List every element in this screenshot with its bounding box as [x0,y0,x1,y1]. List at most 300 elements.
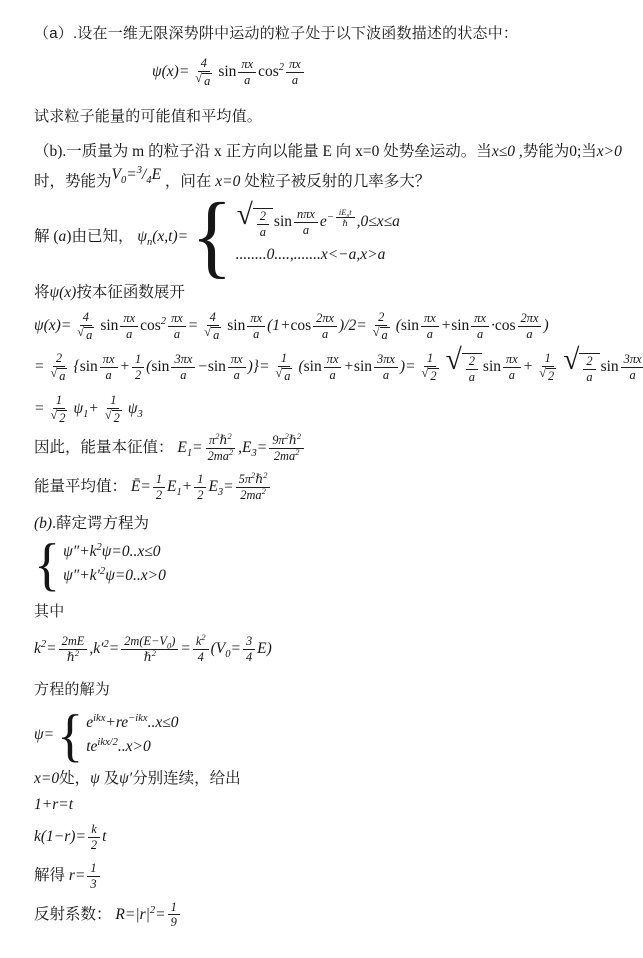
superscript: ikx/2 [97,736,118,748]
numerator: 2πx [518,311,542,327]
numerator: 1 [424,351,436,367]
doc-line-19 [34,766,637,788]
superscript: 2 [151,647,156,658]
upright-text: 因此，能量本征值： [34,439,178,457]
fraction [200,310,225,343]
fraction [243,634,255,665]
numerator: πx [324,352,342,368]
fraction [121,634,178,665]
denominator: 3 [90,876,97,891]
upright-text: 能量平均值： [34,478,131,496]
fraction [503,352,521,383]
upright-text: 时，势能为 [34,172,112,190]
superscript: 2 [99,565,106,577]
denominator: a [259,225,266,240]
subscript: 1 [176,487,182,499]
curly-brace: { [191,182,233,287]
numerator: 2 [375,310,387,326]
superscript: 2 [103,638,109,650]
case-row-2: $te^{ikx/2}..x>0$ [86,736,151,755]
formula: 解得 r= $\frac{1}{3}$ [34,861,102,892]
denominator [46,409,71,426]
upright-text: 分别连续，给出 [132,770,241,788]
piecewise-block [34,531,166,597]
formula: k(1−r)= $\frac{k}{2}$ t [34,822,107,852]
radical-sign-icon: √ [421,365,429,380]
fraction [418,351,443,384]
cases-prefix: ψ= [34,725,55,743]
denominator: ℏ$^2$ [143,647,156,664]
doc-line-15 [34,600,637,621]
upright-text: sin [218,62,237,80]
case-row-2: ........0....,.......x<−a,x>a [235,245,386,263]
fraction [257,209,269,240]
numerator: 3πx [374,352,398,368]
upright-text: 解 ( [34,228,59,246]
radical-sign-icon: √ [50,365,58,380]
fraction [153,472,165,503]
radicand [579,353,599,385]
doc-line-16 [34,631,637,665]
upright-text: sin [451,317,470,335]
numerator: 2πx [313,311,337,327]
denominator: a [105,367,112,382]
upright-text: sin [353,357,373,375]
upright-text: cos [290,317,312,335]
piecewise-block [191,182,400,287]
denominator [191,72,216,89]
square-root [50,365,67,384]
superscript: 2 [278,61,285,73]
denominator [271,367,296,384]
upright-text: sin [273,213,293,231]
radicand: a [284,368,291,383]
fraction [421,311,439,342]
subscript: 0 [167,640,172,651]
fraction [294,207,318,238]
denominator: a [180,367,187,382]
curly-brace: { [34,531,61,597]
fraction [193,631,209,665]
denominator: ℏ$^2$ [66,647,80,664]
text-run: 试求粒子能量的可能值和平均值。 [34,107,263,125]
fraction [205,433,237,464]
denominator: a [244,72,251,87]
fraction [228,352,246,383]
denominator: a [382,367,390,382]
denominator: $2ma^2$ [273,447,300,464]
superscript: 2 [284,431,289,442]
fraction [100,352,118,383]
superscript: 2 [228,447,234,458]
formula: = 2 √ a {sin $\frac{\pi x}{a}$ + $\frac{1}{2}$ (sin $\frac{3\pi x}{a}$ −sin $\frac{\pi x}{a}$ )}= 1 √ a (sin $\frac{\pi x}{a}$ +sin $\frac{3\pi x}{a}$ )= 1 √ 2 √ $\frac{2}{a}$ sin $\frac{\pi x}{a}$ + 1 √ 2 √ $\frac{2}{a}$ sin $\frac{3\pi x}{a}$ [34,351,643,385]
numerator: 4 [198,56,210,72]
fraction [583,354,595,385]
doc-line-6 [34,182,637,287]
doc-line-21 [34,822,637,853]
upright-text: sin [79,357,98,375]
square-root [539,365,556,384]
denominator: 2 [197,488,204,502]
denominator: 9 [170,915,177,930]
superscript: 2 [227,431,232,442]
fraction [271,351,296,384]
numerator: πx [168,311,186,327]
doc-line-12 [34,472,637,503]
upright-text: cos [258,62,279,80]
numerator: 3 [243,634,255,650]
numerator: $iE_nt$ [336,207,355,218]
superscript: 2 [149,904,156,916]
denominator: 2 [155,488,163,502]
superscript: −ikx [128,712,148,724]
doc-line-1 [34,22,637,43]
subscript: 3 [251,448,257,460]
upright-text: 反射系数： [34,905,116,923]
numerator: πx [228,352,246,368]
numerator: πx [247,311,265,327]
cases-prefix: 解 (a)由已知， $\psi_n(x,t)=$ [34,228,189,249]
superscript: 2 [295,447,300,458]
upright-text: 处， [59,770,91,788]
formula: x=0处，ψ 及ψ′分别连续，给出 [34,770,241,788]
numerator: 4 [207,310,219,326]
denominator: a [253,327,260,342]
doc-line-17 [34,678,637,699]
numerator: 1 [194,472,206,488]
formula: $k^2=$ 2mE ℏ$^2$ $,k'^2=$ $2m(E-V_0)$ ℏ$^2$ = $\frac{k^2}{4}$ ($V_0=$ $\frac{3}{4}$ E) [34,631,272,664]
numerator: 2mE [59,634,88,650]
superscript: ikx [93,712,106,724]
superscript: 2 [263,470,268,480]
case-row-2: $\psi''+k'^2\psi=0..x>0$ [63,565,166,584]
numerator: πx [471,311,489,327]
superscript: 2 [160,315,167,327]
superscript: 2 [201,631,206,642]
radicand: 2 [59,410,66,425]
fraction [171,352,195,383]
numerator: 1 [53,393,65,409]
fraction [518,311,542,342]
upright-text: 处粒子被反射的几率多大？ [240,172,431,190]
cases-rows [86,714,178,756]
square-root [236,199,273,240]
subscript: 1 [83,408,89,420]
square-root [445,343,482,385]
denominator: a [477,327,484,342]
cases-rows [63,543,166,585]
square-root [275,365,292,384]
doc-line-3 [34,105,637,126]
radical-sign-icon: √ [204,325,212,340]
doc-line-14 [34,531,637,597]
doc-line-20 [34,796,637,814]
radicand: a [59,368,66,383]
radicand [253,208,273,240]
numerator: πx [120,311,138,327]
fraction [236,472,271,503]
case-row-1: $e^{ikx}+re^{-ikx}..x\le 0$ [86,712,179,731]
numerator: 2 [53,351,65,367]
formula: = 1 √ 2 $\psi_1+$ 1 √ 2 $\psi_3$ [34,392,143,425]
doc-line-8 [34,310,637,343]
denominator: 4 [245,649,253,664]
radical-sign-icon: √ [104,407,112,422]
radical-sign-icon: √ [236,199,253,232]
denominator: 4 [197,649,204,664]
subscript: 3 [217,487,224,499]
denominator: ℏ [342,218,348,229]
formula: 反射系数： $R=|r|^2=$ $\frac{1}{9}$ [34,900,182,931]
fraction [286,57,304,88]
radicand: a [86,328,93,343]
numerator: k [88,822,100,838]
denominator: a [629,367,636,382]
doc-line-4 [34,139,637,161]
numerator: 1 [107,393,119,409]
formula: 1+r=t [34,796,74,814]
fraction [336,207,355,228]
fraction [535,351,560,384]
denominator: a [468,369,475,384]
formula: 因此，能量本征值： $E_1=$ $\pi^2\hbar^2$ $2ma^2$ $,E_3=$ $9\pi^2\hbar^2$ $2ma^2$ [34,433,306,464]
denominator: $2ma^2$ [207,447,234,464]
denominator: a [508,367,515,382]
doc-line-7 [34,280,637,302]
doc-line-5 [34,164,637,191]
numerator: 4 [80,310,92,326]
doc-line-23 [34,900,637,931]
denominator: a [329,367,336,382]
formula: (b).薛定谔方程为 [34,514,149,532]
formula: ψ(x)= 4 √ a sin $\frac{\pi x}{a}$ $\cos^2$ $\frac{\pi x}{a}$ = 4 √ a sin $\frac{\pi x}{a}$ (1+cos $\frac{2\pi x}{a}$ )/2= 2 √ a (sin $\frac{\pi x}{a}$ +sin $\frac{\pi x}{a}$ ·cos $\frac{2\pi x}{a}$ ) [34,310,549,343]
superscript: 2 [40,638,47,650]
upright-text: 及 [99,770,120,788]
numerator: $\pi^2\hbar^2$ [206,433,235,449]
numerator: 3πx [171,352,195,368]
denominator [369,326,394,343]
fraction [324,352,342,383]
numerator: πx [503,352,521,368]
formula: 将ψ(x)按本征函数展开 [34,284,185,302]
fraction [247,311,265,342]
formula: ψ(x)= 4 √ a sin $\frac{\pi x}{a}$ $\cos^2$ $\frac{\pi x}{a}$ [152,56,306,89]
radical-sign-icon: √ [50,407,58,422]
superscript: 2 [96,541,102,553]
subscript: 4 [146,174,152,186]
fraction [313,311,337,342]
radical-sign-icon: √ [445,343,462,376]
radicand: a [381,328,388,343]
case-row-1: √ $\frac{2}{a}$ sin nπx a $e^{- iE_nt \hbar}$ ,0≤x≤a [236,199,400,240]
numerator: πx [100,352,118,368]
upright-text: sin [482,357,502,375]
upright-text: sin [600,357,619,375]
fraction [191,56,216,89]
upright-text: 将 [34,284,50,302]
denominator [73,326,98,343]
fraction [132,352,144,383]
fraction [369,310,394,343]
case-row-1: $\psi''+k^2\psi=0..x\le 0$ [63,541,161,560]
fraction [168,900,180,931]
radical-sign-icon: √ [275,365,283,380]
formula: 时，势能为$V_0=^3/_4E$ ，问在 x=0 处粒子被反射的几率多大？ [34,164,431,190]
denominator: a [233,367,240,382]
fraction [621,352,643,383]
fraction [471,311,489,342]
raised-expression: $V_0=^3/_4E$ [111,164,162,186]
numerator: πx [286,57,304,73]
fraction [466,354,478,385]
superscript: 2 [296,431,302,442]
denominator: a [526,327,533,342]
superscript: 2 [261,485,266,496]
doc-line-13 [34,511,637,533]
numerator: $5\pi^2\hbar^2$ [236,472,271,488]
denominator [535,367,560,384]
denominator: a [426,327,433,342]
cases-rows [235,199,400,264]
fraction [269,433,304,464]
fraction [46,393,71,426]
fraction [88,822,100,853]
denominator: 2 [90,837,98,852]
fraction [101,393,126,426]
superscript: 2 [74,647,80,658]
radical-sign-icon: √ [77,325,85,340]
upright-text: cos [494,317,516,335]
radical-sign-icon: √ [195,70,203,85]
radical-sign-icon: √ [539,365,547,380]
upright-text: （b).一质量为 m 的粒子沿 x 正方向以能量 E 向 x=0 处势垒运动。当 [34,142,492,160]
upright-text: sin [303,357,322,375]
subscript: 3 [137,408,143,420]
fraction [46,351,71,384]
radical-sign-icon: √ [563,343,580,376]
denominator: 2 [134,367,142,382]
fraction [120,311,138,342]
subscript: 0 [225,649,231,661]
fraction [194,472,206,503]
radical-sign-icon: √ [372,325,380,340]
formula: 能量平均值： Ē= $\frac{1}{2}$ $E_1+$ $\frac{1}{2}$ $E_3=$ $5\pi^2\hbar^2$ $2ma^2$ [34,472,272,503]
square-root [77,327,94,343]
radicand: a [204,73,211,88]
square-root [195,70,212,89]
piecewise-block [57,702,179,768]
numerator: 1 [132,352,144,368]
denominator [418,367,443,384]
denominator: a [291,72,299,87]
upright-text: sin [400,317,419,335]
numerator: nπx [294,207,318,223]
numerator: 2 [583,354,595,370]
square-root [104,407,122,426]
fraction [59,634,88,665]
text-run: 其中 [34,603,65,621]
doc-line-2 [152,56,637,89]
numerator: 2 [466,354,478,370]
denominator [200,326,225,343]
upright-text: sin [227,317,246,335]
denominator: a [126,327,133,342]
doc-line-10 [34,393,637,426]
upright-text: )由已知， [66,228,138,246]
text-run: 方程的解为 [34,680,111,698]
doc-line-18 [34,702,637,768]
radicand: 2 [430,368,437,383]
denominator: a [321,327,329,342]
upright-text: ,势能为0;当 [514,142,597,160]
numerator: 1 [542,351,554,367]
numerator: 1 [87,861,99,877]
doc-line-9 [34,343,642,385]
formula: （b).一质量为 m 的粒子沿 x 正方向以能量 E 向 x=0 处势垒运动。当x≤0 ,势能为0;当x>0 [34,142,622,160]
upright-text: sin [151,357,170,375]
denominator: a [173,327,181,342]
text-run: （a）.设在一维无限深势阱中运动的粒子处于以下波函数描述的状态中： [34,25,519,42]
upright-text: 解得 [34,866,69,884]
superscript: 3 [136,164,142,176]
square-root [204,327,221,343]
numerator: πx [238,57,256,73]
numerator: $k^2$ [193,634,209,650]
denominator: $2ma^2$ [240,485,266,502]
superscript: 2 [215,431,220,442]
fraction [238,57,256,88]
numerator: $9\pi^2\hbar^2$ [269,433,304,449]
subscript: n [146,237,153,249]
upright-text: cos [140,317,161,335]
subscript: n [346,213,350,220]
curly-brace: { [57,702,84,768]
square-root [373,327,390,343]
subscript: 1 [186,448,193,460]
upright-text: .薛定谔方程为 [52,514,149,532]
upright-text: 按本征函数展开 [76,284,185,302]
numerator: $2m(E-V_0)$ [121,634,178,650]
radicand: a [213,328,220,343]
fraction [168,311,186,342]
numerator: 1 [153,472,165,488]
doc-line-22 [34,861,637,892]
numerator: 1 [278,351,290,367]
denominator [46,367,71,384]
denominator [101,409,126,426]
radicand [462,353,482,385]
upright-text: ，问在 [161,172,216,190]
superscript: − iEnt ℏ [327,212,357,223]
subscript: 0 [120,174,127,186]
square-root [50,407,67,426]
fraction [374,352,398,383]
superscript: 2 [251,470,256,480]
denominator: a [586,369,593,384]
numerator: πx [421,311,439,327]
numerator: 2 [257,209,269,225]
denominator: a [302,223,310,238]
radicand: 2 [548,368,555,383]
numerator: 1 [168,900,180,916]
upright-text: sin [100,317,119,335]
fraction [87,861,99,892]
square-root [563,343,599,385]
radicand: 2 [113,410,120,425]
doc-line-11 [34,433,637,464]
fraction [73,310,98,343]
upright-text: sin [207,357,226,375]
